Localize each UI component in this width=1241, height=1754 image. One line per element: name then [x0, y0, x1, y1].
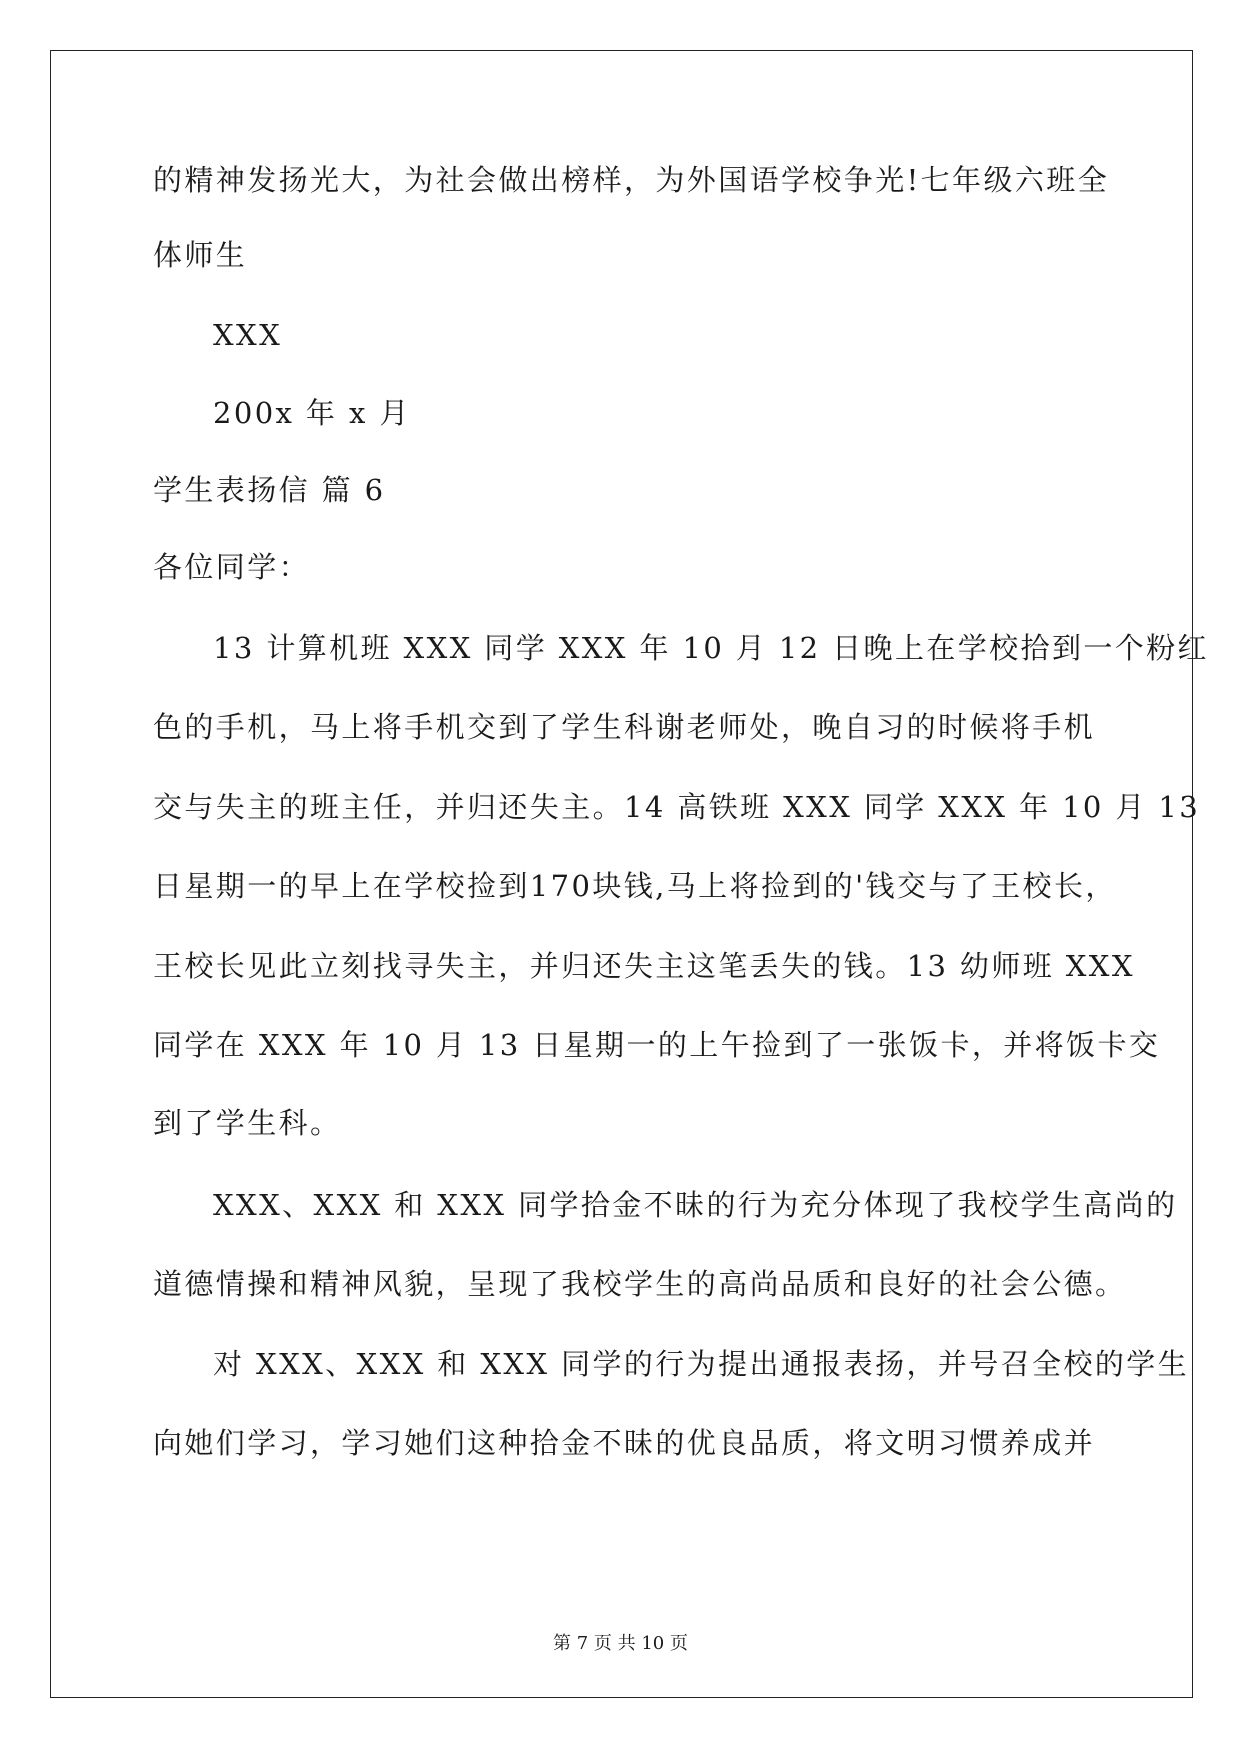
text-line: 向她们学习，学习她们这种拾金不昧的优良品质，将文明习惯养成并 [153, 1426, 1096, 1460]
text-line: 体师生 [153, 238, 248, 272]
text-line: XXX、XXX 和 XXX 同学拾金不昧的行为充分体现了我校学生高尚的 [213, 1188, 1178, 1222]
text-line: 道德情操和精神风貌，呈现了我校学生的高尚品质和良好的社会公德。 [153, 1267, 1127, 1301]
text-line: 同学在 XXX 年 10 月 13 日星期一的上午捡到了一张饭卡，并将饭卡交 [153, 1028, 1161, 1062]
text-line: 到了学生科。 [153, 1106, 342, 1140]
text-line: 王校长见此立刻找寻失主，并归还失主这笔丢失的钱。13 幼师班 XXX [153, 949, 1135, 983]
text-line: 交与失主的班主任，并归还失主。14 高铁班 XXX 同学 XXX 年 10 月 13 [153, 790, 1201, 824]
text-line: 13 计算机班 XXX 同学 XXX 年 10 月 12 日晚上在学校拾到一个粉红 [213, 631, 1209, 665]
text-line: 色的手机，马上将手机交到了学生科谢老师处，晚自习的时候将手机 [153, 710, 1096, 744]
signature-date: 200x 年 x 月 [213, 396, 411, 430]
page-number: 第 7 页 共 10 页 [553, 1633, 688, 1654]
text-line: 的精神发扬光大，为社会做出榜样，为外国语学校争光!七年级六班全 [153, 163, 1110, 197]
text-line: 日星期一的早上在学校捡到170块钱,马上将捡到的'钱交与了王校长， [153, 869, 1117, 903]
salutation: 各位同学： [153, 550, 311, 584]
signature-name: XXX [213, 318, 283, 352]
section-heading: 学生表扬信 篇 6 [153, 473, 386, 507]
text-line: 对 XXX、XXX 和 XXX 同学的行为提出通报表扬，并号召全校的学生 [213, 1347, 1190, 1381]
